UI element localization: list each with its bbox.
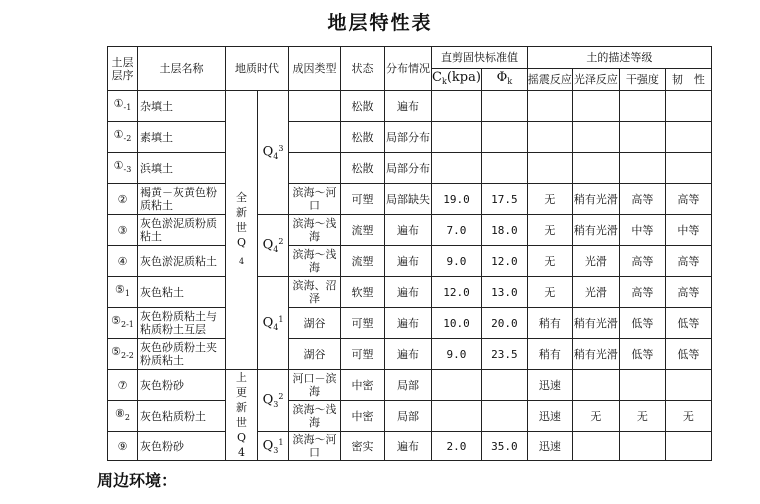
- header-luster: 光泽反应: [572, 69, 619, 91]
- state-cell: 密实: [341, 432, 385, 461]
- dist-cell: 遍布: [385, 432, 432, 461]
- tough-cell: [665, 432, 711, 461]
- shake-cell: 无: [527, 277, 572, 308]
- state-cell: 松散: [341, 153, 385, 184]
- layer-name-cell: 杂填土: [138, 91, 226, 122]
- tough-cell: 高等: [665, 184, 711, 215]
- dist-cell: 局部缺失: [385, 184, 432, 215]
- table-row: [108, 401, 757, 432]
- shake-cell: [527, 153, 572, 184]
- layer-name-cell: 灰色粉质粘土与粘质粉土互层: [138, 308, 226, 339]
- ck-cell: [432, 153, 482, 184]
- layer-no-cell: ②: [108, 184, 138, 215]
- dist-cell: 遍布: [385, 246, 432, 277]
- shake-cell: 稍有: [527, 339, 572, 370]
- phi-cell: [481, 91, 527, 122]
- dry-cell: [619, 122, 665, 153]
- dry-cell: 低等: [619, 339, 665, 370]
- layer-no-cell: $①_{-1}$: [108, 91, 138, 122]
- ck-cell: [432, 91, 482, 122]
- header-dry: 干强度: [619, 69, 665, 91]
- phi-cell: [481, 122, 527, 153]
- layer-no-cell: $⑤_{2-1}$: [108, 308, 138, 339]
- dry-cell: 无: [619, 401, 665, 432]
- dry-cell: [619, 370, 665, 401]
- luster-cell: [572, 370, 619, 401]
- state-cell: 松散: [341, 122, 385, 153]
- phi-cell: [481, 153, 527, 184]
- header-state: 状态: [341, 47, 385, 91]
- genesis-cell: 湖谷: [289, 339, 341, 370]
- dry-cell: 中等: [619, 215, 665, 246]
- luster-cell: 稍有光滑: [572, 215, 619, 246]
- tough-cell: 低等: [665, 308, 711, 339]
- tough-cell: [665, 91, 711, 122]
- layer-name-cell: 灰色粉砂: [138, 432, 226, 461]
- state-cell: 中密: [341, 370, 385, 401]
- tough-cell: 中等: [665, 215, 711, 246]
- luster-cell: [572, 91, 619, 122]
- ck-cell: [432, 122, 482, 153]
- dist-cell: 遍布: [385, 308, 432, 339]
- table-row: [108, 91, 757, 122]
- state-cell: 可塑: [341, 308, 385, 339]
- layer-no-cell: ④: [108, 246, 138, 277]
- tough-cell: [665, 153, 711, 184]
- dry-cell: 高等: [619, 246, 665, 277]
- luster-cell: [572, 122, 619, 153]
- layer-name-cell: 灰色淤泥质粉质粘土: [138, 215, 226, 246]
- luster-cell: 光滑: [572, 277, 619, 308]
- table-row: [108, 215, 757, 246]
- layer-no-cell: $⑤_1$: [108, 277, 138, 308]
- shake-cell: 迅速: [527, 370, 572, 401]
- dry-cell: [619, 432, 665, 461]
- header-row-1: [108, 47, 757, 69]
- layer-no-cell: $①_{-2}$: [108, 122, 138, 153]
- ck-cell: 9.0: [432, 246, 482, 277]
- ck-cell: 10.0: [432, 308, 482, 339]
- header-desc-group: 土的描述等级: [527, 47, 711, 69]
- luster-cell: 稍有光滑: [572, 184, 619, 215]
- state-cell: 软塑: [341, 277, 385, 308]
- ck-cell: [432, 370, 482, 401]
- soil-properties-table: [107, 46, 757, 461]
- layer-name-cell: 灰色砂质粉土夹粉质粘土: [138, 339, 226, 370]
- ck-cell: 2.0: [432, 432, 482, 461]
- shake-cell: 无: [527, 184, 572, 215]
- dist-cell: 局部: [385, 401, 432, 432]
- dist-cell: 遍布: [385, 339, 432, 370]
- dry-cell: [619, 153, 665, 184]
- dist-cell: 局部分布: [385, 122, 432, 153]
- genesis-cell: [289, 153, 341, 184]
- header-shake: 摇震反应: [527, 69, 572, 91]
- layer-no-cell: ⑦: [108, 370, 138, 401]
- genesis-cell: 滨海～河口: [289, 432, 341, 461]
- shake-cell: 迅速: [527, 432, 572, 461]
- tough-cell: 高等: [665, 277, 711, 308]
- layer-no-cell: $①_{-3}$: [108, 153, 138, 184]
- shake-cell: 无: [527, 246, 572, 277]
- ck-cell: 19.0: [432, 184, 482, 215]
- header-geo-age: 地质时代: [226, 47, 289, 91]
- table-row: [108, 432, 757, 461]
- layer-name-cell: 褐黄－灰黄色粉质粘土: [138, 184, 226, 215]
- genesis-cell: [289, 122, 341, 153]
- state-cell: 流塑: [341, 215, 385, 246]
- dry-cell: 高等: [619, 184, 665, 215]
- genesis-cell: [289, 91, 341, 122]
- phi-cell: [481, 401, 527, 432]
- header-genesis: 成因类型: [289, 47, 341, 91]
- age-holocene: 全新世$Q_4$: [226, 91, 258, 370]
- genesis-cell: 滨海～河口: [289, 184, 341, 215]
- phi-cell: 12.0: [481, 246, 527, 277]
- luster-cell: [572, 432, 619, 461]
- state-cell: 松散: [341, 91, 385, 122]
- table-row: [108, 184, 757, 215]
- age-q4-1: $Q_4^1$: [258, 277, 289, 370]
- genesis-cell: 滨海～浅海: [289, 246, 341, 277]
- layer-no-cell: $⑤_{2-2}$: [108, 339, 138, 370]
- layer-name-cell: 灰色粉砂: [138, 370, 226, 401]
- age-q3-2: $Q_3^2$: [258, 370, 289, 432]
- dry-cell: [619, 91, 665, 122]
- state-cell: 可塑: [341, 184, 385, 215]
- state-cell: 可塑: [341, 339, 385, 370]
- luster-cell: 无: [572, 401, 619, 432]
- luster-cell: 稍有光滑: [572, 308, 619, 339]
- shake-cell: 迅速: [527, 401, 572, 432]
- header-shear-group: 直剪固快标准值: [432, 47, 528, 69]
- luster-cell: 光滑: [572, 246, 619, 277]
- state-cell: 流塑: [341, 246, 385, 277]
- dist-cell: 遍布: [385, 215, 432, 246]
- dry-cell: 高等: [619, 277, 665, 308]
- dist-cell: 遍布: [385, 277, 432, 308]
- ck-cell: [432, 401, 482, 432]
- table-row: [108, 370, 757, 401]
- phi-cell: [481, 370, 527, 401]
- phi-cell: 35.0: [481, 432, 527, 461]
- age-q3-1: $Q_3^1$: [258, 432, 289, 461]
- state-cell: 中密: [341, 401, 385, 432]
- phi-cell: 20.0: [481, 308, 527, 339]
- layer-name-cell: 灰色粘土: [138, 277, 226, 308]
- table-row: [108, 153, 757, 184]
- shake-cell: 无: [527, 215, 572, 246]
- header-tough: 韧 性: [665, 69, 711, 91]
- surroundings-heading: 周边环境：: [97, 471, 178, 490]
- genesis-cell: 滨海、沼泽: [289, 277, 341, 308]
- tough-cell: 低等: [665, 339, 711, 370]
- ck-cell: 9.0: [432, 339, 482, 370]
- layer-no-cell: ⑨: [108, 432, 138, 461]
- phi-cell: 13.0: [481, 277, 527, 308]
- header-layer-no: 土层 层序: [108, 47, 138, 91]
- shake-cell: [527, 91, 572, 122]
- table-row: [108, 277, 757, 308]
- header-distribution: 分布情况: [385, 47, 432, 91]
- genesis-cell: 滨海～浅海: [289, 401, 341, 432]
- dist-cell: 遍布: [385, 91, 432, 122]
- ck-cell: 7.0: [432, 215, 482, 246]
- luster-cell: 稍有光滑: [572, 339, 619, 370]
- header-layer-name: 土层名称: [138, 47, 226, 91]
- table-row: [108, 246, 757, 277]
- luster-cell: [572, 153, 619, 184]
- tough-cell: 高等: [665, 246, 711, 277]
- dry-cell: 低等: [619, 308, 665, 339]
- header-phi: $\Phi_k$: [481, 69, 527, 91]
- table-row: [108, 122, 757, 153]
- layer-name-cell: 灰色粘质粉土: [138, 401, 226, 432]
- dist-cell: 局部: [385, 370, 432, 401]
- phi-cell: 23.5: [481, 339, 527, 370]
- age-q4-2: $Q_4^2$: [258, 215, 289, 277]
- layer-name-cell: 浜填土: [138, 153, 226, 184]
- age-q4-3: $Q_4^3$: [258, 91, 289, 215]
- ck-cell: 12.0: [432, 277, 482, 308]
- page-title: 地层特性表: [327, 12, 433, 34]
- tough-cell: [665, 122, 711, 153]
- layer-name-cell: 灰色淤泥质粘土: [138, 246, 226, 277]
- table-row: [108, 308, 757, 339]
- layer-name-cell: 素填土: [138, 122, 226, 153]
- genesis-cell: 湖谷: [289, 308, 341, 339]
- layer-no-cell: ③: [108, 215, 138, 246]
- shake-cell: [527, 122, 572, 153]
- phi-cell: 18.0: [481, 215, 527, 246]
- tough-cell: [665, 370, 711, 401]
- dist-cell: 局部分布: [385, 153, 432, 184]
- genesis-cell: 河口－滨海: [289, 370, 341, 401]
- age-upper-pleistocene: 上更新世Q4: [226, 370, 258, 461]
- table-row: [108, 339, 757, 370]
- tough-cell: 无: [665, 401, 711, 432]
- phi-cell: 17.5: [481, 184, 527, 215]
- layer-no-cell: $⑧_2$: [108, 401, 138, 432]
- shake-cell: 稍有: [527, 308, 572, 339]
- genesis-cell: 滨海～浅海: [289, 215, 341, 246]
- header-ck: $C_k(kpa)$: [432, 69, 482, 91]
